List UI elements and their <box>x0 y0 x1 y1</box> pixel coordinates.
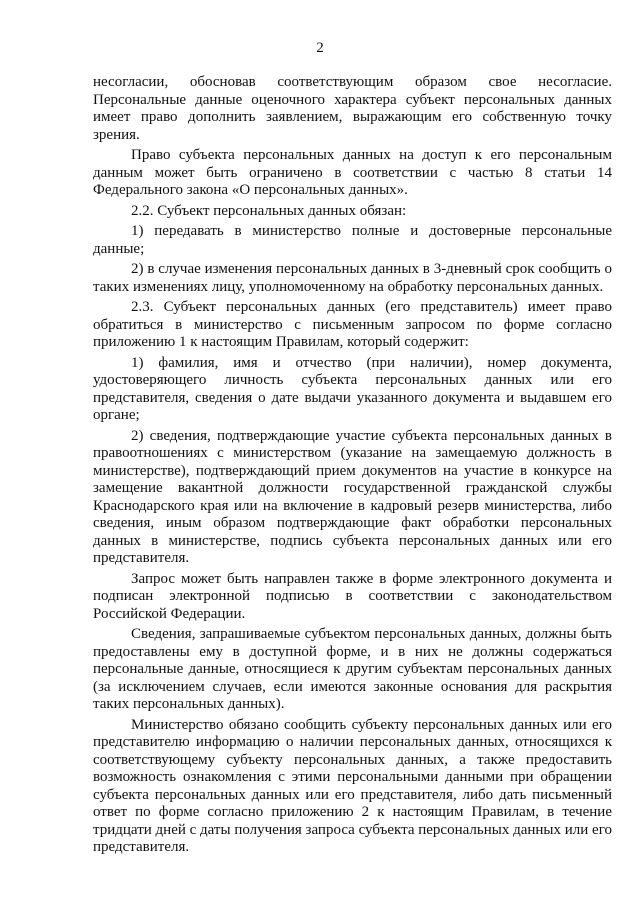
paragraph: 2.2. Субъект персональных данных обязан: <box>131 202 407 219</box>
paragraph: 1) фамилия, имя и отчество (при наличии), номер документа, удостоверяющего личность субъекта персональных данных или его представителя, сведения о дате выдачи указанного документа и выдавшем его органе; <box>93 354 612 423</box>
paragraph: несогласии, обосновав соответствующим образом свое несогласие. Персональные данные оценочного характера субъект персональных данных имеет право дополнить заявлением, выражающим его собственную точку зрения. <box>93 74 612 143</box>
paragraph: 2) в случае изменения персональных данных в 3-дневный срок сообщить о таких изменениях лицу, уполномоченному на обработку персональных данных. <box>93 261 612 295</box>
paragraph: 1) передавать в министерство полные и достоверные персональные данные; <box>93 223 612 257</box>
page-number: 2 <box>316 40 324 56</box>
paragraph: 2) сведения, подтверждающие участие субъекта персональных данных в правоотношениях с министерством (указание на замещаемую должность в министерстве), подтверждающий прием документов на участие в конкурсе на замещение вакантной должности государственной гражданской службы Краснодарского края или на включение в кадровый резерв министерства, либо сведения, иным образом подтверждающие факт обработки персональных данных в министерстве, подпись субъекта персональных данных или его представителя. <box>93 427 612 566</box>
paragraph: 2.3. Субъект персональных данных (его представитель) имеет право обратиться в министерство с письменным запросом по форме согласно приложению 1 к настоящим Правилам, который содержит: <box>93 299 612 350</box>
document-body <box>93 74 612 860</box>
paragraph: Сведения, запрашиваемые субъектом персональных данных, должны быть предоставлены ему в доступной форме, и в них не должны содержаться персональные данные, относящиеся к другим субъектам персональных данных (за исключением случаев, если имеются законные основания для раскрытия таких персональных данных). <box>93 626 612 712</box>
paragraph: Министерство обязано сообщить субъекту персональных данных или его представителю информацию о наличии персональных данных, относящихся к соответствующему субъекту персональных данных, а также предоставить возможность ознакомления с этими персональными данными при обращении субъекта персональных данных или его представителя, либо дать письменный ответ по форме согласно приложению 2 к настоящим Правилам, в течение тридцати дней с даты получения запроса субъекта персональных данных или его представителя. <box>93 716 612 855</box>
paragraph: Запрос может быть направлен также в форме электронного документа и подписан электронной подписью в соответствии с законодательством Российской Федерации. <box>93 570 612 622</box>
paragraph: Право субъекта персональных данных на доступ к его персональным данным может быть ограничено в соответствии с частью 8 статьи 14 Федерального закона «О персональных данных». <box>93 147 612 198</box>
